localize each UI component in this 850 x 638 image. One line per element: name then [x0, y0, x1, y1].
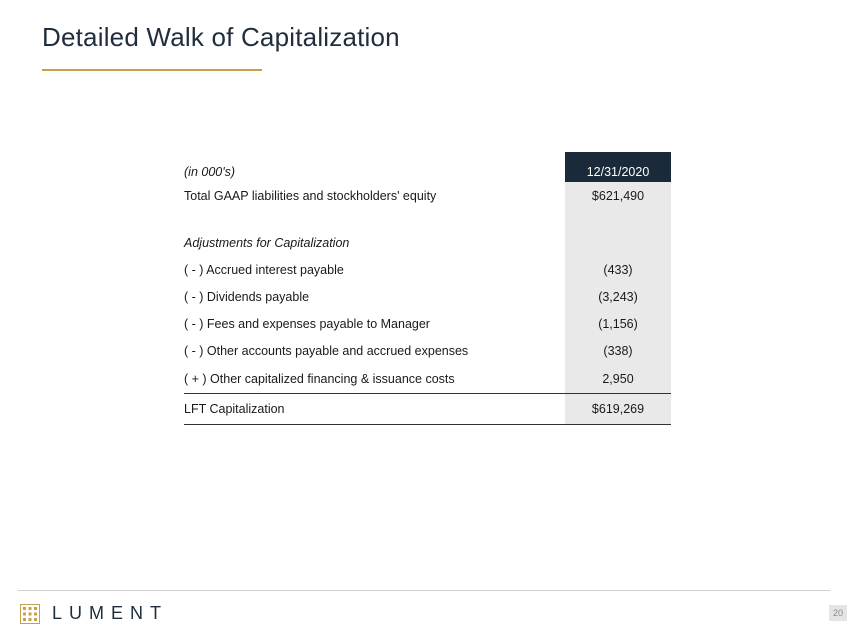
total-label: LFT Capitalization [184, 402, 285, 416]
page-title: Detailed Walk of Capitalization [42, 22, 400, 52]
table-row [184, 283, 671, 310]
adjustments-header: Adjustments for Capitalization [184, 235, 350, 250]
table-header-row [184, 152, 671, 182]
total-row [184, 394, 671, 424]
row-label: ( - ) Fees and expenses payable to Manager [184, 316, 430, 331]
row-value: $621,490 [565, 182, 671, 209]
logo-wordmark: LUMENT [52, 603, 169, 623]
section-header-row [184, 229, 671, 256]
row-label: ( - ) Dividends payable [184, 289, 310, 304]
title-underline [42, 69, 262, 71]
row-label: ( - ) Accrued interest payable [184, 262, 344, 277]
table-row [184, 364, 671, 393]
row-value: (433) [565, 256, 671, 283]
date-header: 12/31/2020 [565, 152, 671, 182]
row-value: (1,156) [565, 310, 671, 337]
page-number: 20 [829, 605, 847, 621]
table-row [184, 337, 671, 364]
logo-grid-icon [20, 604, 40, 624]
row-label: ( - ) Other accounts payable and accrued expenses [184, 343, 469, 358]
total-value: $619,269 [565, 394, 671, 424]
table-row [184, 310, 671, 337]
row-label: Total GAAP liabilities and stockholders' equity [184, 188, 437, 203]
row-label: ( + ) Other capitalized financing & issuance costs [184, 371, 455, 386]
capitalization-table [184, 152, 671, 425]
spacer-row [184, 209, 671, 229]
row-value: (338) [565, 337, 671, 364]
row-value: 2,950 [565, 364, 671, 393]
table-bottom-rule [184, 424, 671, 425]
row-value: (3,243) [565, 283, 671, 310]
table-row [184, 182, 671, 209]
table-row [184, 256, 671, 283]
company-logo [20, 603, 168, 624]
footer-divider [18, 590, 830, 591]
units-label: (in 000's) [184, 165, 236, 179]
